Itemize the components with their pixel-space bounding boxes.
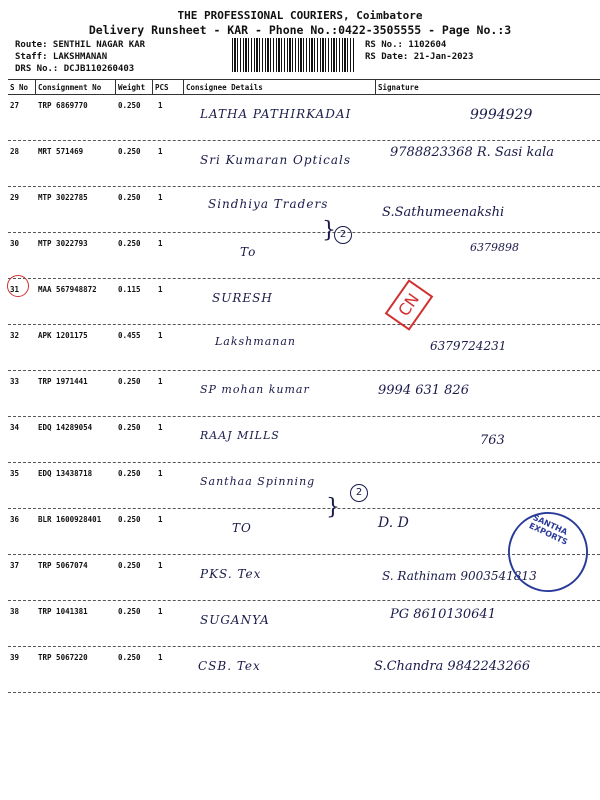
row-pcs: 1	[158, 423, 163, 432]
row-sno: 37	[10, 561, 20, 570]
row-pcs: 1	[158, 607, 163, 616]
row-consignment-no: TRP 1041381	[38, 607, 88, 616]
row-weight: 0.250	[118, 239, 141, 248]
drs-label: DRS No.: DCJB110260403	[15, 64, 135, 74]
row-consignment-no: TRP 1971441	[38, 377, 88, 386]
row-signature: S.Chandra 9842243266	[374, 659, 531, 674]
col-sno: S No	[10, 83, 29, 92]
row-signature: D. D	[378, 515, 409, 531]
table-row	[0, 187, 600, 233]
row-consignee-handwriting: SUGANYA	[200, 613, 270, 627]
row-consignee-handwriting: PKS. Tex	[200, 567, 262, 581]
row-sno: 33	[10, 377, 20, 386]
row-sno: 28	[10, 147, 20, 156]
rs-number: RS No.: 1102604	[365, 40, 447, 50]
row-signature: 763	[480, 433, 505, 448]
table-row	[0, 233, 600, 279]
row-pcs: 1	[158, 193, 163, 202]
barcode	[232, 38, 354, 72]
row-consignee-handwriting: TO	[232, 521, 252, 535]
row-consignee-handwriting: RAAJ MILLS	[200, 429, 280, 442]
row-consignee-handwriting: CSB. Tex	[198, 659, 261, 673]
col-pcs: PCS	[155, 83, 169, 92]
row-consignment-no: TRP 5067220	[38, 653, 88, 662]
row-signature: 6379898	[470, 241, 519, 254]
row-weight: 0.250	[118, 515, 141, 524]
header-top-rule	[8, 79, 600, 80]
runsheet-subtitle: Delivery Runsheet - KAR - Phone No.:0422-3505555 - Page No.:3	[88, 23, 512, 37]
row-consignee-handwriting: Santhaa Spinning	[200, 475, 316, 488]
col-divider	[115, 80, 116, 94]
row-weight: 0.250	[118, 469, 141, 478]
row-signature: 9994929	[470, 107, 533, 123]
brace-mark: }	[322, 218, 336, 243]
row-weight: 0.250	[118, 607, 141, 616]
stamp-text: SANTHA EXPORTS	[527, 512, 569, 547]
col-divider	[152, 80, 153, 94]
row-sno: 27	[10, 101, 20, 110]
row-sno: 32	[10, 331, 20, 340]
row-consignment-no: EDQ 14289054	[38, 423, 93, 432]
row-sno: 36	[10, 515, 20, 524]
row-weight: 0.250	[118, 377, 141, 386]
row-weight: 0.115	[118, 285, 141, 294]
col-divider	[35, 80, 36, 94]
row-signature: S. Rathinam 9003541813	[382, 569, 537, 583]
row-consignment-no: APK 1201175	[38, 331, 88, 340]
row-signature: S.Sathumeenakshi	[382, 205, 505, 220]
row-sno: 38	[10, 607, 20, 616]
row-consignee-handwriting: LATHA PATHIRKADAI	[200, 107, 352, 121]
row-sno: 30	[10, 239, 20, 248]
row-consignment-no: EDQ 13438718	[38, 469, 93, 478]
row-consignee-handwriting: To	[240, 245, 257, 259]
col-signature: Signature	[378, 83, 419, 92]
row-weight: 0.250	[118, 561, 141, 570]
row-weight: 0.250	[118, 653, 141, 662]
red-circle-mark	[7, 275, 29, 297]
row-weight: 0.250	[118, 147, 141, 156]
row-weight: 0.250	[118, 101, 141, 110]
row-weight: 0.250	[118, 423, 141, 432]
row-consignment-no: TRP 5067074	[38, 561, 88, 570]
row-consignment-no: MAA 567948872	[38, 285, 97, 294]
table-row	[0, 325, 600, 371]
col-consignment: Consignment No	[38, 83, 102, 92]
table-row	[0, 601, 600, 647]
company-title: THE PROFESSIONAL COURIERS, Coimbatore	[177, 9, 423, 22]
row-sno: 34	[10, 423, 20, 432]
row-consignment-no: TRP 6869770	[38, 101, 88, 110]
row-pcs: 1	[158, 101, 163, 110]
circled-two-mark: 2	[334, 226, 352, 244]
row-consignee-handwriting: Sindhiya Traders	[208, 197, 329, 211]
row-divider	[8, 692, 600, 693]
row-weight: 0.455	[118, 331, 141, 340]
row-sno: 35	[10, 469, 20, 478]
row-pcs: 1	[158, 469, 163, 478]
row-signature: 9994 631 826	[378, 383, 469, 398]
row-pcs: 1	[158, 561, 163, 570]
table-row	[0, 95, 600, 141]
row-pcs: 1	[158, 653, 163, 662]
row-consignee-handwriting: Lakshmanan	[215, 335, 296, 348]
row-consignment-no: BLR 1600928401	[38, 515, 102, 524]
row-consignee-handwriting: SURESH	[212, 291, 273, 305]
brace-mark: }	[326, 495, 340, 520]
table-row	[0, 647, 600, 693]
cn-red-stamp: CN	[385, 279, 434, 331]
row-consignee-handwriting: Sri Kumaran Opticals	[200, 153, 352, 167]
staff-label: Staff: LAKSHMANAN	[15, 52, 108, 62]
table-row	[0, 463, 600, 509]
row-signature: 6379724231	[430, 339, 507, 353]
row-consignee-handwriting: SP mohan kumar	[200, 383, 310, 396]
col-divider	[375, 80, 376, 94]
row-consignment-no: MTP 3022793	[38, 239, 88, 248]
row-pcs: 1	[158, 377, 163, 386]
col-weight: Weight	[118, 83, 146, 92]
col-divider	[183, 80, 184, 94]
table-row	[0, 141, 600, 187]
rs-date: RS Date: 21-Jan-2023	[365, 52, 474, 62]
row-sno: 39	[10, 653, 20, 662]
row-consignment-no: MTP 3022785	[38, 193, 88, 202]
circled-two-mark: 2	[350, 484, 368, 502]
row-pcs: 1	[158, 515, 163, 524]
row-weight: 0.250	[118, 193, 141, 202]
row-pcs: 1	[158, 239, 163, 248]
table-row	[0, 279, 600, 325]
table-row	[0, 371, 600, 417]
table-row	[0, 417, 600, 463]
row-pcs: 1	[158, 147, 163, 156]
row-consignment-no: MRT 571469	[38, 147, 84, 156]
row-sno: 29	[10, 193, 20, 202]
row-signature: 9788823368 R. Sasi kala	[390, 145, 555, 160]
row-pcs: 1	[158, 331, 163, 340]
row-sno: 31	[10, 285, 20, 294]
route-label: Route: SENTHIL NAGAR KAR	[15, 40, 146, 50]
col-consignee: Consignee Details	[186, 83, 263, 92]
row-signature: PG 8610130641	[390, 607, 496, 622]
row-pcs: 1	[158, 285, 163, 294]
